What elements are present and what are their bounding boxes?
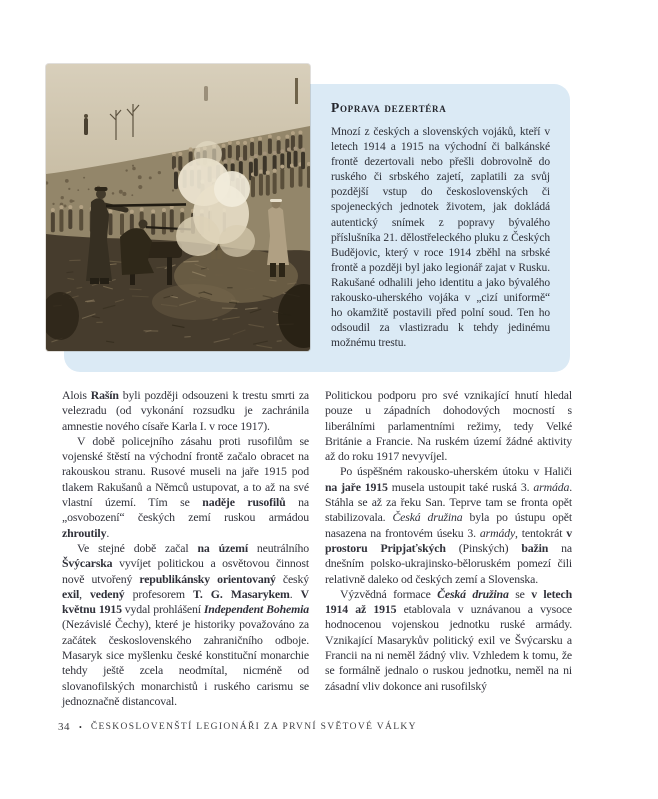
infobox-content — [331, 100, 550, 351]
body-column-left — [62, 388, 309, 709]
paragraph: Po úspěšném rakousko-uherském útoku v Haliči na jaře 1915 musela ustoupit také ruská 3. armáda. Stáhla se až za řeku San. Teprve tam se fronta opět stabilizovala. Česká družina byla po ústupu opět nasazena na frontovém úseku 3. armády, tentokrát v prostoru Pripjaťských (Pinských) bažin na dnešním polsko-ukrajinsko-běloruském pomezí čili relativně daleko od českých zemí a Slovenska. — [325, 464, 573, 586]
body-columns — [62, 388, 572, 709]
paragraph: Politickou podporu pro své vznikající hnutí hledal pouze u západních dohodových mocností s liberálními parlamentními režimy, tedy Velké Británie a Francie. Na ruském území žádné aktivity až do roku 1917 nevyvíjel. — [325, 388, 572, 464]
paragraph: Alois Rašín byli později odsouzeni k trestu smrti za velezradu (od vykonání rozsudku je zachránila amnestie nového císaře Karla I. v roce 1917). — [62, 388, 309, 433]
infobox-body-text: Mnozí z českých a slovenských vojáků, kteří v letech 1914 a 1915 na východní či balkánské frontě dezertovali nebo přešli dobrovolně do ruského či srbského zajetí, zaplatili za svůj pozdější vstup do československých či spojeneckých jednotek životem, jak dokládá autentický snímek z popravy bývalého příslušníka 21. dělostřeleckého pluku z Českých Budějovic, který v roce 1914 zběhl na srbské frontě a později byl jako legionář zajat v Rusku. Rakušané odhalili jeho identitu a jako bývalého rakousko-uherského vojáka v „cizí uniformě“ ho okamžitě postavili před polní soud. Ten ho odsoudil za vlastizradu k tehdy jedinému možnému trestu. — [331, 126, 550, 350]
body-column-right — [325, 388, 572, 709]
paragraph: Ve stejné době začal na území neutrálního Švýcarska vyvíjet politickou a osvětovou činnost nově utvořený republikánsky orientovaný český exil, vedený profesorem T. G. Masarykem. V květnu 1915 vydal prohlášení Independent Bohemia (Nezávislé Čechy), které je historiky považováno za začátek československého zahraničního odboje. Masaryk sice myšlenku české konstituční monarchie tehdy ještě zcela neodmítal, nicméně od slovanofilských monarchistů i ruského carismu se jednoznačně distancoval. — [62, 540, 310, 708]
footer-bullet: • — [79, 722, 82, 732]
execution-photo-illustration — [46, 64, 310, 351]
infobox-title: Poprava dezertéra — [331, 100, 447, 115]
execution-photo — [46, 64, 310, 351]
page-number: 34 — [58, 721, 70, 733]
footer-book-title: ČESKOSLOVENŠTÍ LEGIONÁŘI ZA PRVNÍ SVĚTOVÉ VÁLKY — [90, 722, 417, 732]
page-footer — [58, 721, 417, 733]
paragraph: Výzvědná formace Česká družina se v letech 1914 až 1915 etablovala v uznávanou a vysoce hodnocenou vojenskou jednotku ruské armády. Vznikající Masarykův politický exil ve Švýcarsku a Francii na ni neměl žádný vliv. Vzhledem k tomu, že se formálně jednalo o ruskou jednotku, neměl na ni zásadní vliv dokonce ani rusofilský — [325, 586, 573, 693]
paragraph: V době policejního zásahu proti rusofilům se vojenské štěstí na východní frontě začalo obracet na rakouskou stranu. Rusové museli na jaře 1915 pod tlakem Rakušanů a Němců ustupovat, a to až na své vlastní území. Tím se naděje rusofilů na „osvobození“ českých zemí ruskou armádou zhroutily. — [62, 433, 310, 540]
